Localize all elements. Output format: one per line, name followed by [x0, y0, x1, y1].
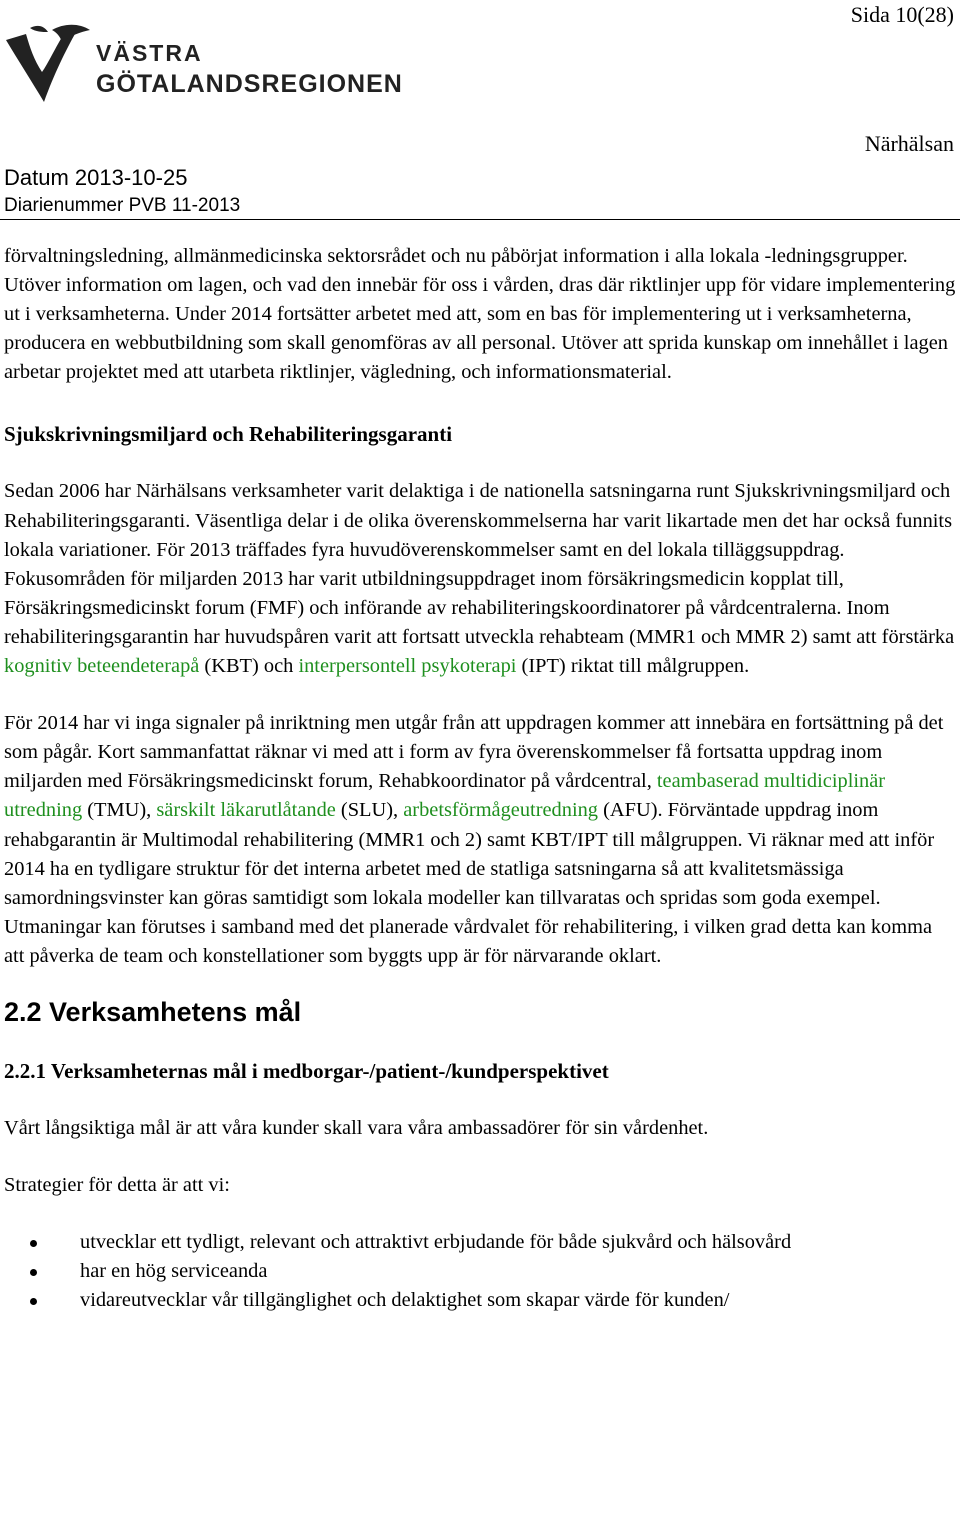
- paragraph-sjukskrivning: [4, 477, 956, 681]
- term-link-afu: arbetsförmågeutredning: [403, 799, 599, 822]
- document-date: Datum 2013-10-25: [4, 165, 188, 190]
- vgr-logo-mark-icon: [4, 24, 96, 108]
- text: Sedan 2006 har Närhälsans verksamheter varit delaktiga i de nationella satsningarna runt Sjukskrivningsmiljard och Rehabiliteringsgaranti. Väsentliga delar i de olika överenskommelserna har varit likartade men det har också funnits lokala variationer. För 2013 träffades fyra huvudöverenskommelser samt en del lokala tilläggsuppdrag. Fokusområden för miljarden 2013 har varit utbildningsuppdraget inom försäkringsmedicin kopplat till, Försäkringsmedicinskt forum (FMF) och införande av rehabiliteringskoordinatorer på vårdcentralerna. Inom rehabiliteringsgarantin har huvudspåren varit att fortsatt utveckla rehabteam (MMR1 och MMR 2) samt att förstärka: [4, 480, 955, 648]
- heading-sjukskrivningsmiljard: Sjukskrivningsmiljard och Rehabiliteringsgaranti: [4, 422, 453, 447]
- list-item: [4, 1257, 956, 1286]
- term-link-kbt: kognitiv beteendeterapå: [4, 655, 200, 678]
- text: (SLU),: [335, 799, 404, 822]
- list-item-text: utvecklar ett tydligt, relevant och attraktivt erbjudande för både sjukvård och hälsovård: [80, 1231, 792, 1254]
- logo-text-vastra: VÄSTRA: [96, 40, 203, 66]
- text: (KBT) och: [199, 655, 299, 678]
- term-link-tmu: teambaserad multidiciplinär utredning: [4, 770, 886, 822]
- bullet-icon: [30, 1269, 37, 1276]
- section-heading: 2.2 Verksamhetens mål: [4, 996, 302, 1027]
- bullet-icon: [30, 1298, 37, 1305]
- list-item: [4, 1286, 956, 1315]
- term-link-ipt: interpersontell psykoterapi: [298, 655, 517, 678]
- text: (TMU),: [82, 799, 157, 822]
- paragraph-intro: förvaltningsledning, allmänmedicinska sektorsrådet och nu påbörjat information i alla lokala -ledningsgrupper. Utöver information om lagen, och vad den innebär för oss i vården, dras där riktlinjer upp för vidare implementering ut i verksamheterna. Under 2014 fortsätter arbetet med att, som en bas för implementering ut i verksamheterna, producera en webbutbildning som skall genomföras av all personal. Utöver att sprida kunskap om innehållet i lagen arbetar projektet med att utarbeta riktlinjer, vägledning, och informationsmaterial.: [4, 245, 956, 384]
- term-link-slu: särskilt läkarutlåtande: [156, 799, 336, 822]
- paragraph-2014-plans: [4, 709, 956, 971]
- paragraph-strategies-intro: Strategier för detta är att vi:: [4, 1174, 230, 1197]
- list-item: [4, 1228, 956, 1257]
- bullet-icon: [30, 1240, 37, 1247]
- vgr-logo: [4, 24, 403, 108]
- logo-text-gotalandsregionen: GÖTALANDSREGIONEN: [96, 70, 403, 98]
- header-divider: [0, 219, 960, 220]
- diary-number: Diarienummer PVB 11-2013: [4, 195, 241, 216]
- paragraph-long-term-goal: Vårt långsiktiga mål är att våra kunder skall vara våra ambassadörer för sin vårdenhet.: [4, 1116, 709, 1139]
- text: För 2014 har vi inga signaler på inriktning men utgår från att uppdragen kommer att innebära en fortsättning på det som pågår. Kort sammanfattat räknar vi med att i form av fyra överenskommelser få fortsatta uppdrag inom miljarden med Försäkringsmedicinskt forum, Rehabkoordinator på vårdcentral,: [4, 712, 944, 793]
- strategy-list: [4, 1228, 956, 1315]
- page-number: Sida 10(28): [850, 2, 954, 27]
- subsection-heading: 2.2.1 Verksamheternas mål i medborgar-/patient-/kundperspektivet: [4, 1058, 609, 1083]
- document-body: [4, 242, 956, 1315]
- list-item-text: vidareutvecklar vår tillgänglighet och delaktighet som skapar värde för kunden/: [80, 1289, 730, 1312]
- text: (AFU). Förväntade uppdrag inom rehabgarantin är Multimodal rehabilitering (MMR1 och 2) samt KBT/IPT till målgruppen. Vi räknar med att inför 2014 ha en tydligare struktur för det interna arbetet med de statliga satsningarna så att kvalitetsmässiga samordningsvinster kan göras samtidigt som lokala modeller kan tillvaratas och spridas som goda exempel. Utmaningar kan förutses i samband med det planerade vårdvalet för rehabilitering, i vilken grad detta kan komma att påverka de team och konstellationer som byggts upp är för närvarande oklart.: [4, 799, 935, 967]
- unit-name: Närhälsan: [864, 131, 954, 156]
- list-item-text: har en hög serviceanda: [80, 1260, 268, 1283]
- text: (IPT) riktat till målgruppen.: [516, 655, 750, 678]
